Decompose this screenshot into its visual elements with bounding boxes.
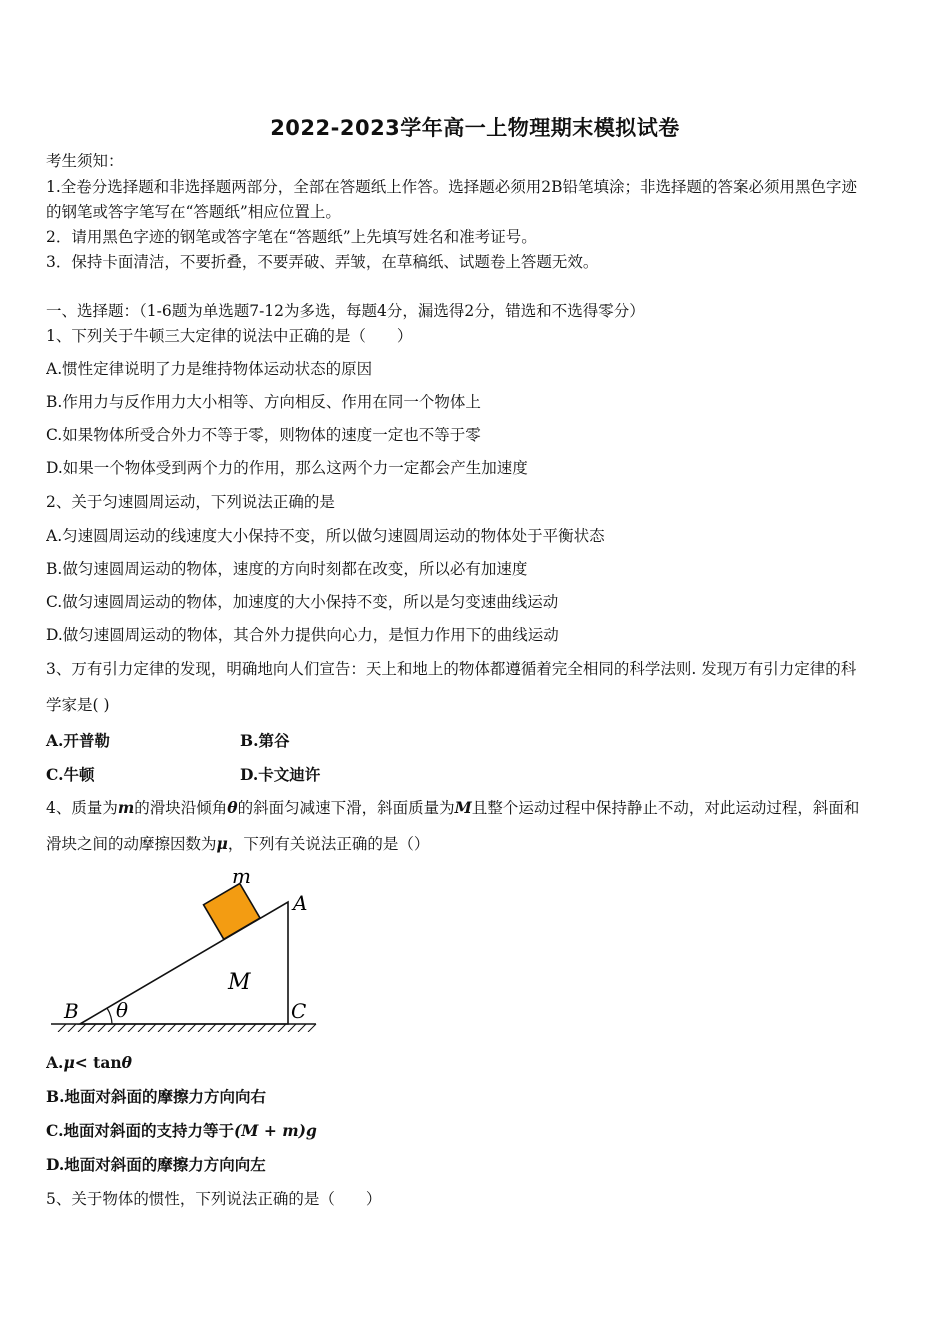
q4-option-c-expr: (M + m)g — [233, 1121, 317, 1140]
q4-var-M: M — [454, 798, 472, 817]
q1-option-d: D.如果一个物体受到两个力的作用，那么这两个力一定都会产生加速度 — [46, 459, 528, 477]
q4-option-a-theta: θ — [121, 1053, 132, 1072]
q3-stem-line-2: 学家是( ) — [46, 696, 110, 714]
q3-stem-line-1: 3、万有引力定律的发现，明确地向人们宣告：天上和地上的物体都遵循着完全相同的科学法则. 发现万有引力定律的科 — [46, 660, 857, 678]
q4-stem-part-2: 的滑块沿倾角 — [134, 799, 228, 817]
q4-stem-part-1: 4、质量为 — [46, 799, 118, 817]
q2-option-a: A.匀速圆周运动的线速度大小保持不变，所以做匀速圆周运动的物体处于平衡状态 — [46, 527, 605, 545]
section-heading: 一、选择题：（1-6题为单选题7-12为多选，每题4分，漏选得2分，错选和不选得零分） — [46, 302, 645, 320]
notice-heading: 考生须知： — [46, 152, 124, 170]
q2-option-c: C.做匀速圆周运动的物体，加速度的大小保持不变，所以是匀变速曲线运动 — [46, 593, 559, 611]
label-b: B — [64, 999, 79, 1023]
label-big-m: M — [228, 970, 251, 995]
q1-stem: 1、下列关于牛顿三大定律的说法中正确的是（ ） — [46, 327, 413, 345]
label-c: C — [291, 999, 307, 1023]
q4-option-a-mu: μ — [63, 1053, 75, 1072]
notice-item-1-line-1: 1.全卷分选择题和非选择题两部分，全部在答题纸上作答。选择题必须用2B铅笔填涂；非选择题的答案必须用黑色字迹 — [46, 178, 858, 196]
q4-stem-line-1 — [46, 797, 911, 819]
q3-option-b: B.第谷 — [240, 731, 290, 750]
q1-option-b: B.作用力与反作用力大小相等、方向相反、作用在同一个物体上 — [46, 393, 481, 411]
q2-option-b: B.做匀速圆周运动的物体，速度的方向时刻都在改变，所以必有加速度 — [46, 560, 528, 578]
q4-var-mu: μ — [216, 834, 228, 853]
label-a: A — [293, 891, 308, 915]
q3-option-d: D.卡文迪许 — [240, 765, 321, 784]
ground-hatching — [58, 1024, 316, 1032]
q3-option-c: C.牛顿 — [46, 765, 95, 784]
q2-stem: 2、关于匀速圆周运动，下列说法正确的是 — [46, 493, 335, 511]
q2-option-d: D.做匀速圆周运动的物体，其合外力提供向心力，是恒力作用下的曲线运动 — [46, 626, 559, 644]
q4-stem-part-3: 的斜面匀减速下滑，斜面质量为 — [237, 799, 455, 817]
q4-option-a-prefix: A. — [46, 1053, 64, 1072]
q3-option-a: A.开普勒 — [46, 731, 110, 750]
q4-option-b: B.地面对斜面的摩擦力方向向右 — [46, 1087, 266, 1106]
q5-stem: 5、关于物体的惯性，下列说法正确的是（ ） — [46, 1190, 382, 1208]
q4-var-theta: θ — [227, 798, 238, 817]
q4-var-m: m — [117, 798, 135, 817]
sliding-block — [204, 883, 260, 939]
label-theta: θ — [116, 998, 129, 1022]
block-rect — [204, 883, 260, 939]
notice-item-3: 3．保持卡面清洁，不要折叠，不要弄破、弄皱，在草稿纸、试题卷上答题无效。 — [46, 253, 599, 271]
angle-arc — [107, 1008, 112, 1024]
q4-stem-part-4: 且整个运动过程中保持静止不动，对此运动过程，斜面和 — [471, 799, 860, 817]
q4-stem2-part-1: 滑块之间的动摩擦因数为 — [46, 835, 217, 853]
incline-diagram — [46, 862, 336, 1032]
q4-option-c-prefix: C.地面对斜面的支持力等于 — [46, 1121, 234, 1140]
q4-stem2-part-2: ，下列有关说法正确的是（） — [227, 835, 430, 853]
q4-option-c — [46, 1120, 911, 1142]
q1-option-c: C.如果物体所受合外力不等于零，则物体的速度一定也不等于零 — [46, 426, 481, 444]
notice-item-2: 2．请用黑色字迹的钢笔或答字笔在“答题纸”上先填写姓名和准考证号。 — [46, 228, 537, 246]
notice-item-1-line-2: 的钢笔或答字笔写在“答题纸”相应位置上。 — [46, 203, 341, 221]
label-m: m — [232, 864, 251, 888]
q1-option-a: A.惯性定律说明了力是维持物体运动状态的原因 — [46, 360, 373, 378]
q4-option-a-rest: < tan — [74, 1053, 122, 1072]
q4-stem-line-2 — [46, 833, 911, 855]
q4-option-a — [46, 1052, 911, 1074]
q4-option-d: D.地面对斜面的摩擦力方向向左 — [46, 1155, 266, 1174]
page-title: 2022-2023学年高一上物理期末模拟试卷 — [270, 116, 680, 140]
